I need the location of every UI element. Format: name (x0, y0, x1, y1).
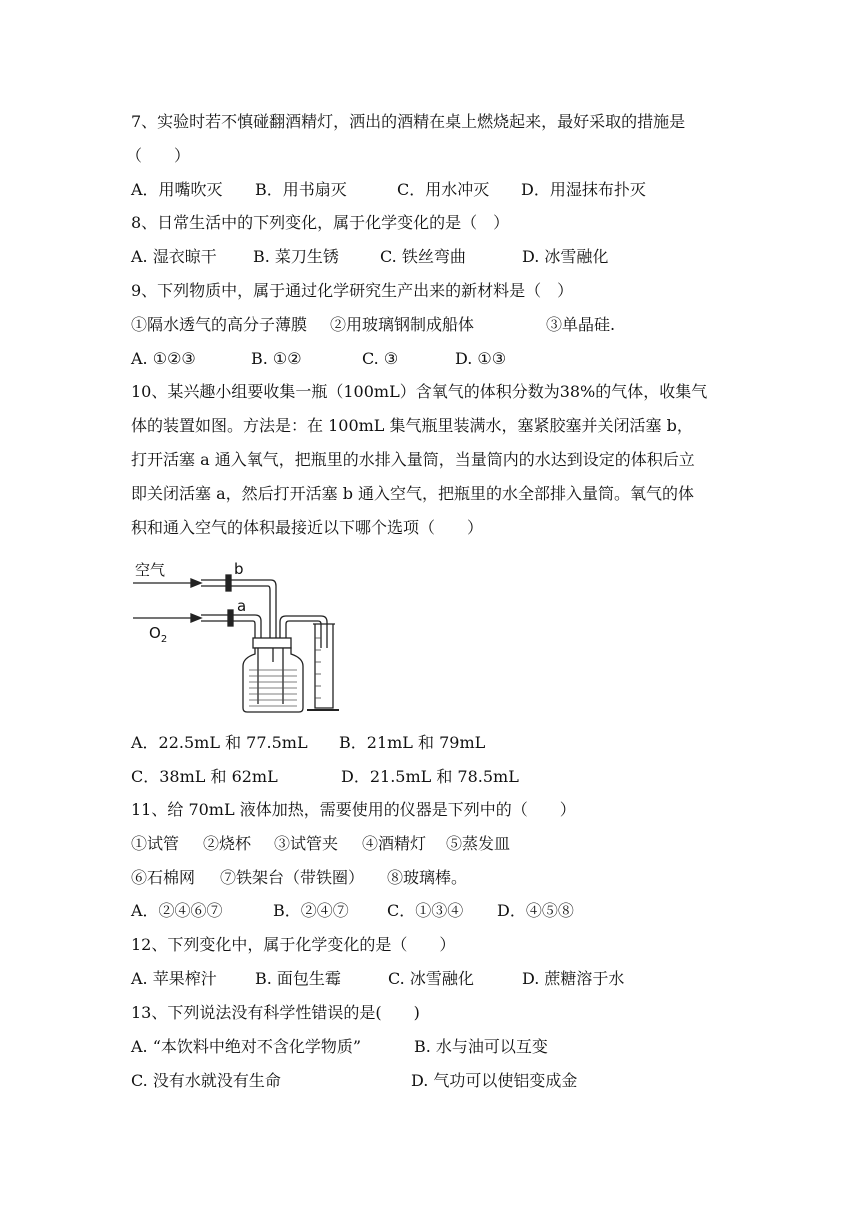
label-a: a (237, 597, 247, 615)
q10-stem-line5: 积和通入空气的体积最接近以下哪个选项（ ） (131, 518, 484, 537)
q8-option-b: B. 菜刀生锈 (253, 247, 339, 266)
gas-collection-diagram (131, 558, 343, 720)
o2-arrow-head (191, 614, 201, 622)
q10-option-a: A．22.5mL 和 77.5mL (131, 733, 308, 752)
q7-option-c: C．用水冲灭 (397, 180, 490, 199)
q10-option-c: C．38mL 和 62mL (131, 767, 278, 786)
stopcock-b (226, 575, 231, 591)
q9-item-1: ①隔水透气的高分子薄膜 (131, 315, 308, 334)
q7-option-d: D．用湿抹布扑灭 (521, 180, 646, 199)
label-air: 空气 (135, 561, 166, 579)
q9-stem: 9、下列物质中，属于通过化学研究生产出来的新材料是（ ） (131, 281, 574, 300)
q9-option-a: A. ①②③ (131, 349, 196, 368)
q10-option-b: B．21mL 和 79mL (339, 733, 486, 752)
q9-item-3: ③单晶硅. (546, 315, 616, 334)
q11-item-2: ②烧杯 (203, 834, 252, 853)
q12-option-b: B. 面包生霉 (255, 969, 341, 988)
q13-option-a: A. “本饮料中绝对不含化学物质” (131, 1037, 362, 1056)
air-arrow-head (191, 579, 201, 587)
q11-item-3: ③试管夹 (274, 834, 339, 853)
q9-option-c: C. ③ (362, 349, 399, 368)
q12-option-c: C. 冰雪融化 (388, 969, 474, 988)
q7-option-a: A．用嘴吹灭 (131, 180, 223, 199)
q7-stem-line1: 7、实验时若不慎碰翻酒精灯，洒出的酒精在桌上燃烧起来，最好采取的措施是 (131, 112, 686, 131)
q13-stem: 13、下列说法没有科学性错误的是( ) (131, 1003, 420, 1022)
q8-option-d: D. 冰雪融化 (522, 247, 609, 266)
q9-option-d: D. ①③ (455, 349, 507, 368)
q11-option-b: B．②④⑦ (273, 901, 349, 920)
q10-stem-line2: 体的装置如图。方法是：在 100mL 集气瓶里装满水，塞紧胶塞并关闭活塞 b， (131, 416, 693, 435)
label-b: b (234, 560, 244, 578)
q9-item-2: ②用玻璃钢制成船体 (330, 315, 475, 334)
q12-option-a: A. 苹果榨汁 (131, 969, 217, 988)
q11-item-6: ⑥石棉网 (131, 868, 196, 887)
q10-stem-line3: 打开活塞 a 通入氧气，把瓶里的水排入量筒，当量筒内的水达到设定的体积后立 (131, 450, 695, 469)
q7-stem-line2: （ ） (126, 146, 191, 165)
q8-option-a: A. 湿衣晾干 (131, 247, 217, 266)
label-o2: $O_2$ (149, 624, 168, 645)
graduated-cylinder (313, 624, 335, 708)
q12-stem: 12、下列变化中，属于化学变化的是（ ） (131, 935, 456, 954)
q11-option-d: D．④⑤⑧ (497, 901, 574, 920)
q8-option-c: C. 铁丝弯曲 (380, 247, 466, 266)
q10-stem-line1: 10、某兴趣小组要收集一瓶（100mL）含氧气的体积分数为38%的气体，收集气 (131, 382, 708, 401)
q13-option-b: B. 水与油可以互变 (414, 1037, 548, 1056)
q13-option-c: C. 没有水就没有生命 (131, 1071, 281, 1090)
q11-item-5: ⑤蒸发皿 (446, 834, 511, 853)
q11-stem: 11、给 70mL 液体加热，需要使用的仪器是下列中的（ ） (131, 800, 576, 819)
q11-option-c: C．①③④ (387, 901, 464, 920)
q7-option-b: B．用书扇灭 (255, 180, 347, 199)
q10-option-d: D．21.5mL 和 78.5mL (341, 767, 519, 786)
q11-item-4: ④酒精灯 (362, 834, 427, 853)
q9-option-b: B. ①② (251, 349, 302, 368)
q11-option-a: A．②④⑥⑦ (131, 901, 223, 920)
stopcock-a (228, 610, 233, 626)
q11-item-8: ⑧玻璃棒。 (387, 868, 468, 887)
q12-option-d: D. 蔗糖溶于水 (522, 969, 625, 988)
q10-stem-line4: 即关闭活塞 a，然后打开活塞 b 通入空气，把瓶里的水全部排入量筒。氧气的体 (131, 484, 695, 503)
q11-item-1: ①试管 (131, 834, 180, 853)
q13-option-d: D. 气功可以使铝变成金 (411, 1071, 578, 1090)
rubber-stopper (253, 638, 291, 648)
q8-stem: 8、日常生活中的下列变化，属于化学变化的是（ ） (131, 213, 510, 232)
q11-item-7: ⑦铁架台（带铁圈） (220, 868, 365, 887)
